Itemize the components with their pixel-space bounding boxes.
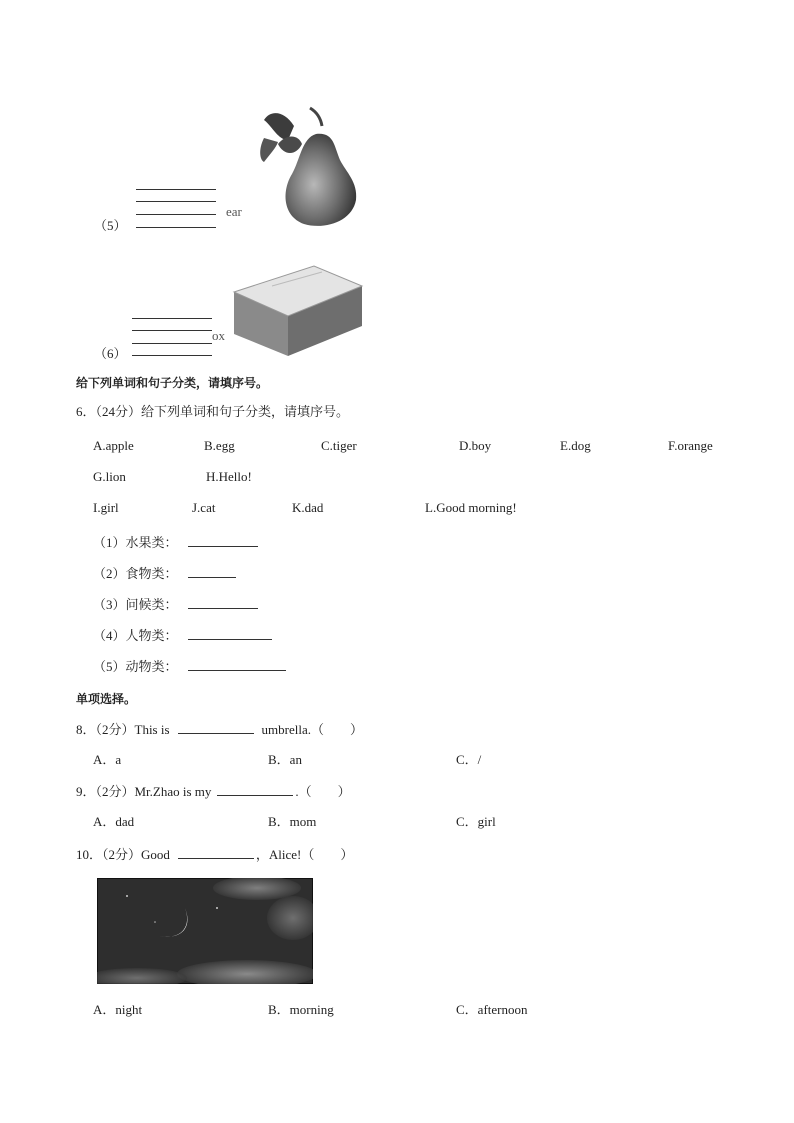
option: G.lion: [93, 469, 126, 484]
question-prefix: 9．（2分）Mr.Zhao is my: [76, 784, 212, 799]
answer-blank[interactable]: [217, 783, 293, 796]
category-label: （4）人物类：: [93, 628, 178, 643]
answer-line: [132, 343, 212, 344]
section-heading-classify: 给下列单词和句子分类，请填序号。: [76, 376, 269, 390]
choice-c[interactable]: C．afternoon: [456, 1002, 528, 1017]
answer-blank[interactable]: [188, 565, 236, 578]
question-8-stem: [76, 721, 363, 738]
option: D.boy: [459, 438, 492, 453]
choice-b[interactable]: B．an: [268, 752, 302, 767]
category-people: [93, 627, 272, 644]
pear-image: [254, 104, 362, 230]
question-6-stem: 6．（24分）给下列单词和句子分类，请填序号。: [76, 404, 350, 419]
category-label: （3）问候类：: [93, 597, 178, 612]
answer-line: [136, 227, 216, 228]
option: F.orange: [668, 438, 713, 453]
category-label: （1）水果类：: [93, 535, 178, 550]
answer-blank[interactable]: [178, 846, 254, 859]
option: H.Hello!: [206, 469, 252, 484]
answer-line: [136, 214, 216, 215]
answer-line: [132, 318, 212, 319]
choice-c[interactable]: C．girl: [456, 814, 496, 829]
answer-line: [136, 189, 216, 190]
option: I.girl: [93, 500, 119, 515]
option: A.apple: [93, 438, 134, 453]
item-number: （6）: [94, 346, 127, 361]
option: K.dad: [292, 500, 324, 515]
box-image: [232, 264, 364, 358]
choice-b[interactable]: B．mom: [268, 814, 317, 829]
answer-blank[interactable]: [178, 721, 254, 734]
option: J.cat: [192, 500, 216, 515]
choice-a[interactable]: A．night: [93, 1002, 143, 1017]
night-sky-image: [97, 878, 313, 984]
category-label: （2）食物类：: [93, 566, 178, 581]
choice-a[interactable]: A．a: [93, 752, 122, 767]
option: E.dog: [560, 438, 591, 453]
option: L.Good morning!: [425, 500, 517, 515]
question-10-stem: [76, 846, 353, 863]
answer-line: [132, 330, 212, 331]
answer-line: [132, 355, 212, 356]
category-label: （5）动物类：: [93, 659, 178, 674]
answer-blank[interactable]: [188, 627, 272, 640]
section-heading-choice: 单项选择。: [76, 692, 137, 706]
question-9-stem: [76, 783, 351, 800]
choice-a[interactable]: A．dad: [93, 814, 135, 829]
choice-c[interactable]: C．/: [456, 752, 482, 767]
option: B.egg: [204, 438, 235, 453]
question-suffix: ，Alice!（ ）: [255, 847, 354, 862]
category-animal: [93, 658, 286, 675]
question-suffix: .（ ）: [295, 784, 351, 799]
choice-b[interactable]: B．morning: [268, 1002, 334, 1017]
category-food: [93, 565, 236, 582]
item-number: （5）: [94, 218, 127, 233]
word-suffix: ear: [226, 204, 242, 219]
category-fruit: [93, 534, 258, 551]
answer-blank[interactable]: [188, 596, 258, 609]
question-prefix: 10．（2分）Good: [76, 847, 170, 862]
option: C.tiger: [321, 438, 357, 453]
question-prefix: 8．（2分）This is: [76, 722, 170, 737]
question-suffix: umbrella.（ ）: [261, 722, 364, 737]
answer-blank[interactable]: [188, 658, 286, 671]
answer-line: [136, 201, 216, 202]
word-suffix: ox: [212, 328, 225, 343]
category-greeting: [93, 596, 258, 613]
answer-blank[interactable]: [188, 534, 258, 547]
